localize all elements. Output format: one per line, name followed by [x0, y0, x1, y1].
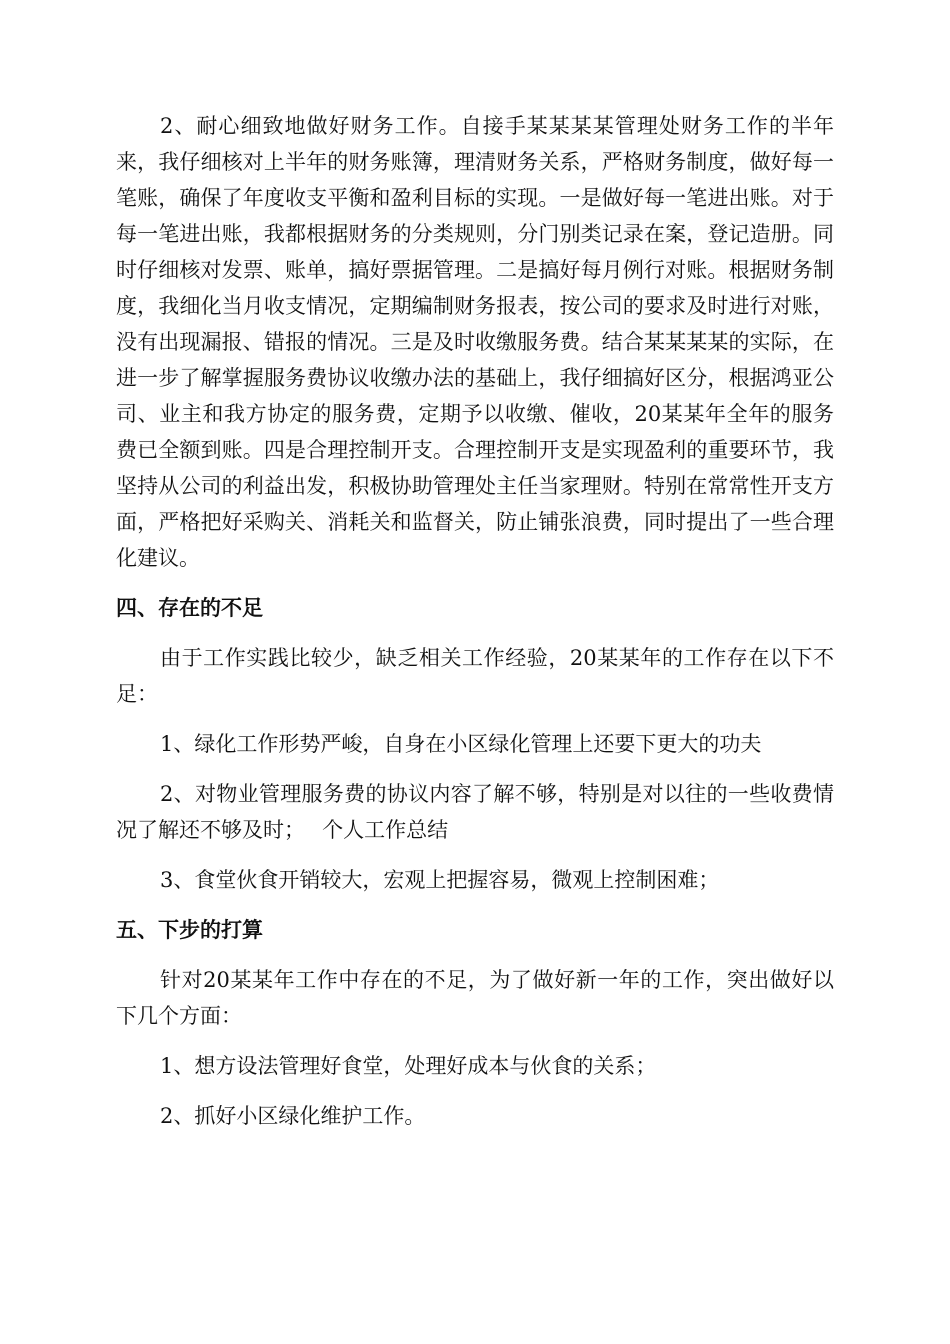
section-heading-next-plan: 五、下步的打算 — [116, 918, 263, 942]
paragraph-shortcoming-3: 3、食堂伙食开销较大，宏观上把握容易，微观上控制困难； — [160, 868, 720, 892]
paragraph-shortcoming-1: 1、绿化工作形势严峻，自身在小区绿化管理上还要下更大的功夫 — [160, 732, 762, 756]
paragraph-plan-1: 1、想方设法管理好食堂，处理好成本与伙食的关系； — [160, 1054, 657, 1078]
paragraph-plan-2: 2、抓好小区绿化维护工作。 — [160, 1104, 426, 1128]
paragraph-plan-intro: 针对20某某年工作中存在的不足，为了做好新一年的工作，突出做好以下几个方面： — [116, 968, 834, 1028]
paragraph-finance-work: 2、耐心细致地做好财务工作。自接手某某某某管理处财务工作的半年来，我仔细核对上半年的财务账簿，理清财务关系，严格财务制度，做好每一笔账，确保了年度收支平衡和盈利目标的实现。一是做好每一笔进出账。对于每一笔进出账，我都根据财务的分类规则，分门别类记录在案，登记造册。同时仔细核对发票、账单，搞好票据管理。二是搞好每月例行对账。根据财务制度，我细化当月收支情况，定期编制财务报表，按公司的要求及时进行对账，没有出现漏报、错报的情况。三是及时收缴服务费。结合某某某某的实际，在进一步了解掌握服务费协议收缴办法的基础上，我仔细搞好区分，根据鸿亚公司、业主和我方协定的服务费，定期予以收缴、催收，20某某年全年的服务费已全额到账。四是合理控制开支。合理控制开支是实现盈利的重要环节，我坚持从公司的利益出发，积极协助管理处主任当家理财。特别在常常性开支方面，严格把好采购关、消耗关和监督关，防止铺张浪费，同时提出了一些合理化建议。 — [116, 114, 834, 570]
document-body — [116, 108, 834, 1134]
paragraph-shortcoming-2: 2、对物业管理服务费的协议内容了解不够，特别是对以往的一些收费情况了解还不够及时； 个人工作总结 — [116, 782, 834, 842]
paragraph-shortcomings-intro: 由于工作实践比较少，缺乏相关工作经验，20某某年的工作存在以下不足： — [116, 646, 834, 706]
section-heading-shortcomings: 四、存在的不足 — [116, 596, 263, 620]
